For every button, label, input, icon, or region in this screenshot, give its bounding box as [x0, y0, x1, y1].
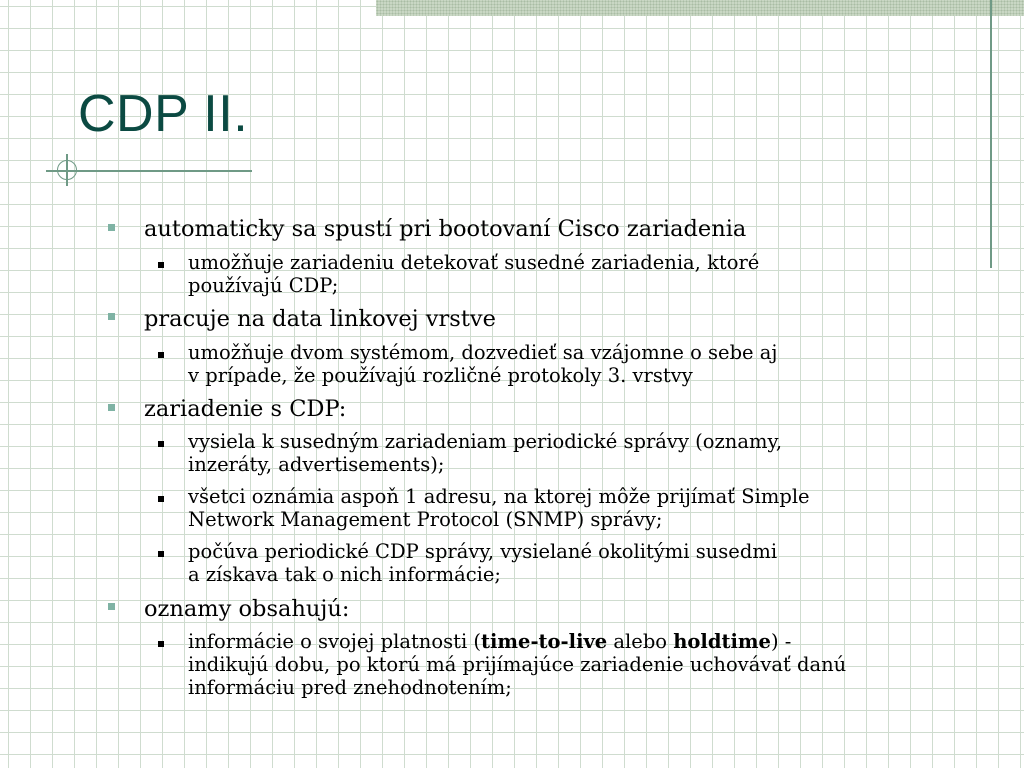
bullet-item: pracuje na data linkovej vrstve: [144, 306, 496, 332]
sub-bullet-line: a získava tak o nich informácie;: [188, 563, 501, 586]
sub-bullet-item: [188, 430, 782, 476]
bullet-square-icon: [108, 404, 115, 411]
sub-bullet-line: umožňuje zariadeniu detekovať susedné zariadenia, ktoré: [188, 251, 760, 274]
sub-bullet-line: počúva periodické CDP správy, vysielané okolitými susedmi: [188, 540, 778, 563]
sub-bullet-line: Network Management Protocol (SNMP) správy;: [188, 508, 663, 531]
sub-bullet-item: [188, 251, 759, 297]
slide-title: CDP II.: [78, 85, 249, 143]
sub-bullet-line: vysiela k susedným zariadeniam periodické správy (oznamy,: [188, 430, 783, 453]
sub-bullet-icon: [158, 262, 164, 268]
sub-bullet-line-first: [188, 630, 846, 653]
sub-bullet-line: všetci oznámia aspoň 1 adresu, na ktorej môže prijímať Simple: [188, 485, 810, 508]
bold-term-holdtime: holdtime: [673, 630, 771, 653]
sub-bullet-line: indikujú dobu, po ktorú má prijímajúce zariadenie uchovávať danú: [188, 653, 847, 676]
sub-bullet-line: v prípade, že používajú rozličné protokoly 3. vrstvy: [188, 364, 693, 387]
sub-bullet-item: [188, 630, 846, 699]
sub-bullet-icon: [158, 496, 164, 502]
sub-bullet-item: [188, 341, 777, 387]
bullet-square-icon: [108, 313, 115, 320]
text-run: ) -: [770, 630, 792, 653]
sub-bullet-line: umožňuje dvom systémom, dozvedieť sa vzájomne o sebe aj: [188, 341, 778, 364]
bullet-item: zariadenie s CDP:: [144, 396, 347, 422]
sub-bullet-item: [188, 540, 777, 586]
text-run: informácie o svojej platnosti (: [188, 630, 481, 653]
bullet-item: automaticky sa spustí pri bootovaní Cisco zariadenia: [144, 216, 747, 242]
bullet-item: oznamy obsahujú:: [144, 596, 350, 622]
sub-bullet-item: [188, 485, 810, 531]
text-run: alebo: [607, 630, 674, 653]
sub-bullet-line: inzeráty, advertisements);: [188, 453, 445, 476]
bullet-square-icon: [108, 224, 115, 231]
sub-bullet-icon: [158, 441, 164, 447]
sub-bullet-icon: [158, 551, 164, 557]
sub-bullet-line: informáciu pred znehodnotením;: [188, 676, 512, 699]
sub-bullet-icon: [158, 641, 164, 647]
sub-bullet-icon: [158, 352, 164, 358]
bold-term-ttl: time-to-live: [481, 630, 608, 653]
bullet-square-icon: [108, 603, 115, 610]
sub-bullet-line: používajú CDP;: [188, 274, 339, 297]
